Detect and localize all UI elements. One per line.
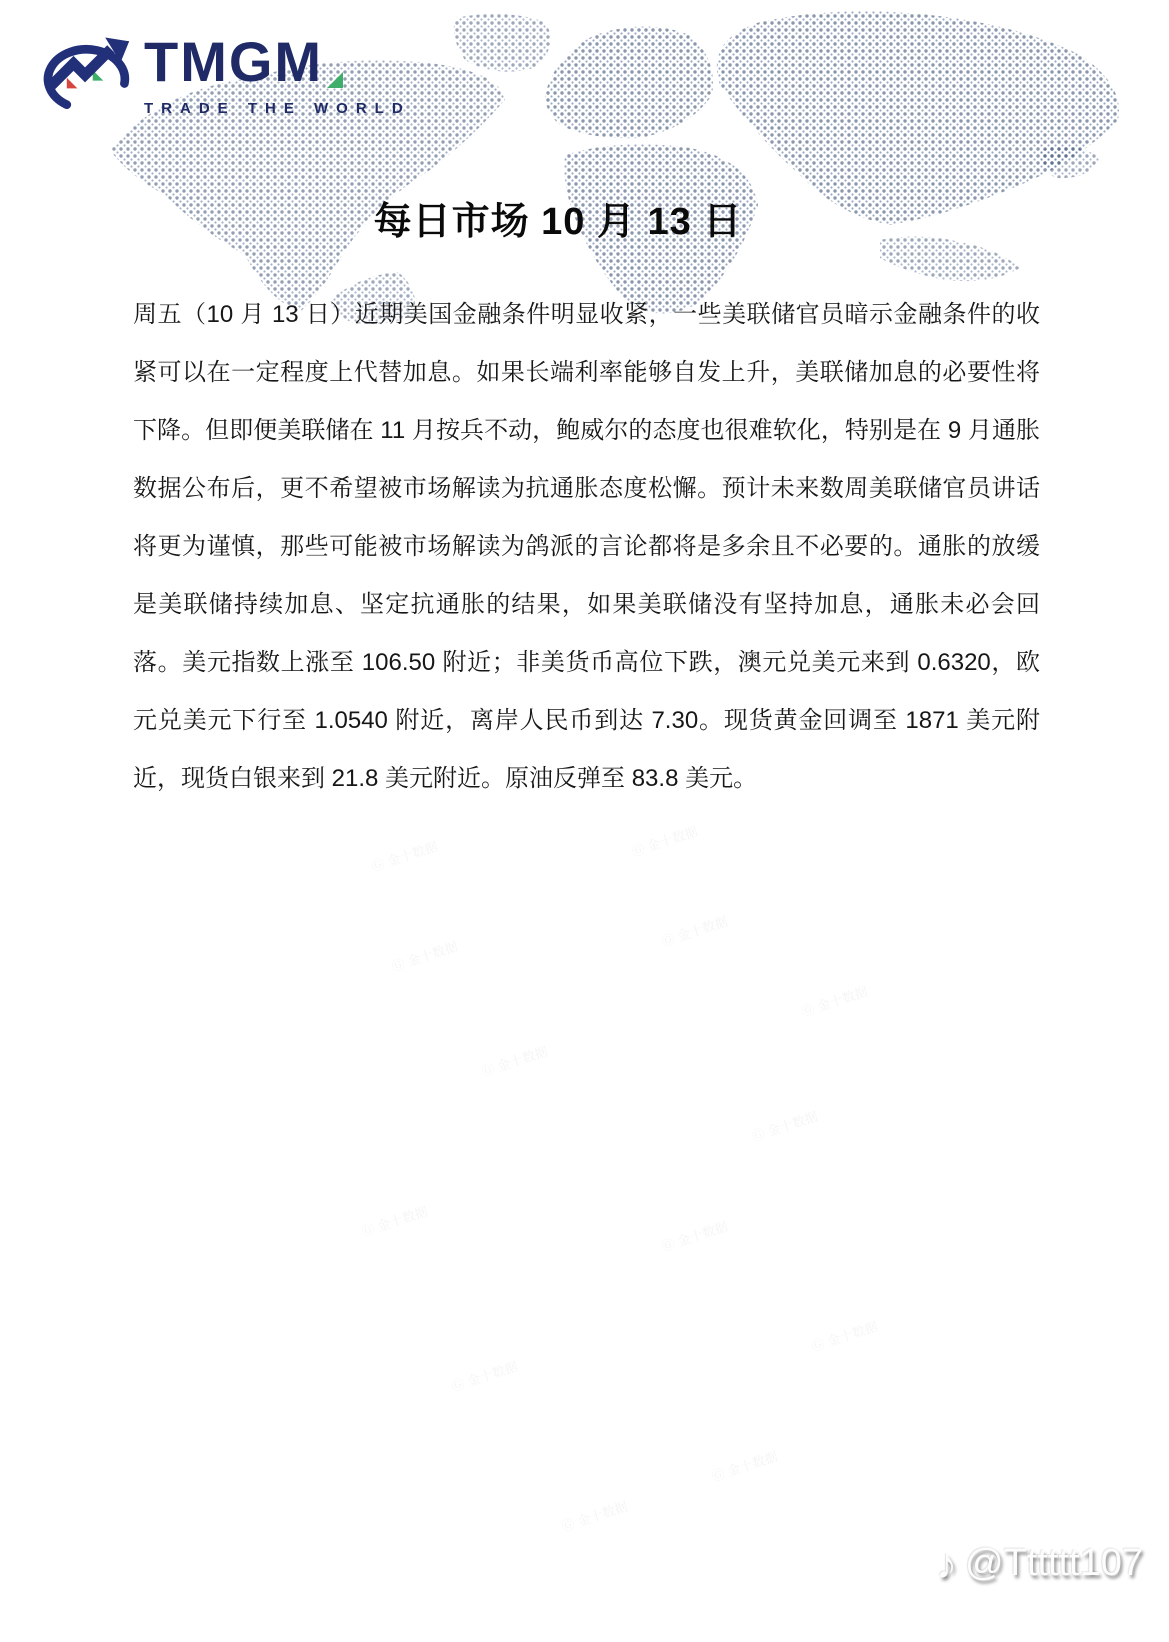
- site-watermark: Ⓖ 金十数据: [369, 838, 440, 875]
- page-title: 每日市场 10 月 13 日: [373, 201, 743, 243]
- article-text: 周五（10 月 13 日）近期美国金融条件明显收紧，一些美联储官员暗示金融条件的收紧可以在一定程度上代替加息。如果长端利率能够自发上升，美联储加息的必要性将下降。但即便美联储在 11 月按兵不动，鲍威尔的态度也很难软化，特别是在 9 月通胀数据公布后，更不希望被市场解读为抗通胀态度松懈。预计未来数周美联储官员讲话将更为谨慎，那些可能被市场解读为鸽派的言论都将是多余且不必要的。通胀的放缓是美联储持续加息、坚定抗通胀的结果，如果美联储没有坚持加息，通胀未必会回落。美元指数上涨至 106.50 附近；非美货币高位下跌，澳元兑美元来到 0.6320，欧元兑美元下行至 1.0540 附近，离岸人民币到达 7.30。现货黄金回调至 1871 美元附近，现货白银来到 21.8 美元附近。原油反弹至 83.8 美元。: [133, 301, 1040, 792]
- islands-japan: [1040, 146, 1100, 178]
- site-watermark: Ⓖ 金十数据: [659, 1218, 730, 1255]
- site-watermark: Ⓖ 金十数据: [659, 913, 730, 950]
- brand-tagline: TRADE THE WORLD: [144, 100, 411, 117]
- brand-triangle-icon: [327, 72, 343, 88]
- site-watermark: Ⓖ 金十数据: [389, 938, 460, 975]
- continent-greenland: [454, 14, 551, 72]
- site-watermark: Ⓖ 金十数据: [559, 1498, 630, 1535]
- music-note-watermark-icon: ♪: [936, 1539, 958, 1587]
- site-watermark: Ⓖ 金十数据: [809, 1318, 880, 1355]
- brand-name: TMGM: [144, 30, 324, 93]
- author-watermark: [936, 1539, 1143, 1587]
- site-watermark: Ⓖ 金十数据: [479, 1043, 550, 1080]
- author-handle: @Tttttt107: [965, 1542, 1143, 1584]
- site-watermark: Ⓖ 金十数据: [709, 1448, 780, 1485]
- tmgm-logo: [38, 24, 411, 120]
- site-watermark: Ⓖ 金十数据: [449, 1358, 520, 1395]
- table-watermarks: [330, 823, 880, 1535]
- site-watermark: Ⓖ 金十数据: [629, 823, 700, 860]
- site-watermark: Ⓖ 金十数据: [799, 983, 870, 1020]
- site-watermark: Ⓖ 金十数据: [359, 1203, 430, 1240]
- site-watermark: Ⓖ 金十数据: [749, 1108, 820, 1145]
- tmgm-logo-icon: [38, 24, 134, 120]
- continent-europe: [545, 27, 713, 139]
